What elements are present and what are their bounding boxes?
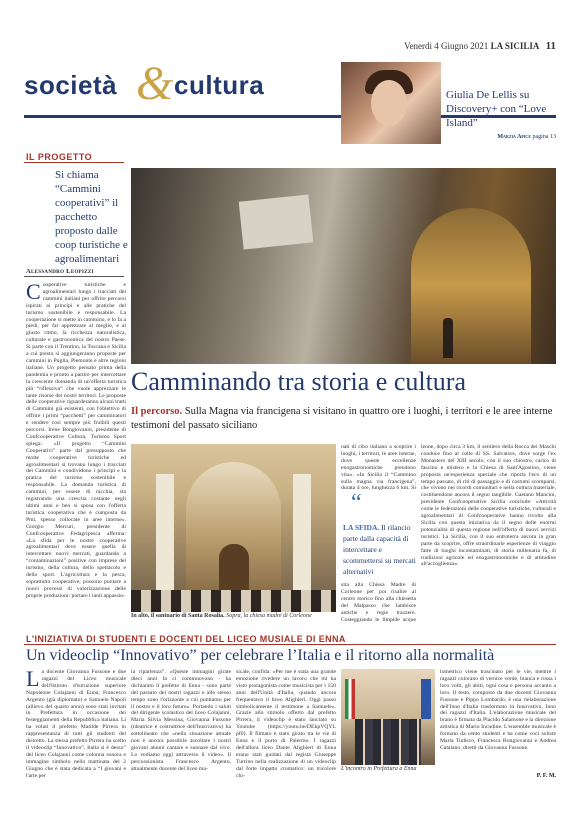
photo-column-left <box>156 474 174 594</box>
teaser-credit-name: Marzia Apice <box>497 134 531 140</box>
bottom-rule <box>24 644 556 645</box>
page-number: 11 <box>545 40 556 52</box>
sidebar-label-rule <box>24 162 124 163</box>
church-caption-bold: In alto, il santuario di Santa Rosalia. <box>131 613 225 619</box>
pull-quote-lead: LA SFIDA. <box>343 523 380 532</box>
bottom-headline: Un videoclip “Innovativo” per celebrare l’Italia e il ritorno alla normalità <box>26 647 495 664</box>
pull-quote-text: Il rilancio parte dalla capacità di intercettare e scommettersi su mercati alternativi <box>343 523 416 576</box>
photo-checkered-floor <box>131 590 336 612</box>
prefettura-caption: L'incontro in Prefettura a Enna <box>341 766 417 772</box>
photo-altar-shape <box>219 544 249 594</box>
bottom-col-2: la ripartenza”. «Queste immagini girate dieci anni fa ci commuovono - ha dichiarato il prefetto di Enna - sono parte del passato dei nostri ragazzi e allo stesso tempo sono l'orizzonte a cui puntiamo per il nostro e il loro futuro». Portando i saluti del dirigente scolastico del liceo Colajanni, Maria Silvia Messina, Giovanna Fussone (ideatrice e costruttrice dell'Innovativo) ha sottolineato che «nella situazione attuale non è ancora possibile ascoltare i nostri giovani alunni cantare e suonare dal vivo. Lo vediamo oggi attraverso il video». Il percussionista Francesco Argento, attualmente docente del liceo mu- <box>131 669 231 772</box>
article-col-b: leone, dopo circa 3 km, il sentiero della Rocca dei Maschi conduce fino al colle di SS. Salvatore, dove sorge l'ex Monastero del XIII secolo, con il suo chiostro, carico di fascino e mistero e la Chiesa di Sant'Agostino, viene proposta un'esperienza speciale che riporta l'eco di un tempo passato, di riti di passaggio e di costumi scomparsi, che vivono nei ricordi comunitari e nella cultura materiale, costituendone ancora il segno tangibile. Gaetano Mancini, presidente Confcooperative Sicilia conclude: «Attività come le federazioni delle cooperative turistiche, culturali e agroalimentari di Confcooperative hanno rivolto alla Sicilia con questa iniziativa da il segno delle enormi potenzialità di questa regione nell'offerta di nuovi servizi turistici. La Sicilia, con il suo entroterra ancora in gran parte da scoprire, offre straordinarie esperienze di viaggio fatte di luoghi incontaminati, di storia millenaria fa, di tradizioni agricole ed enogastronomiche e di attitudine all'accoglienza». <box>421 444 556 568</box>
article-col-a-continued: sita alla Chiesa Madre di Corleone per poi risalire al centro storico fino alla chiesetta del Malpasso che lambisce antiche e regie trazzere. Costeggiando le limpide acque <box>341 582 416 622</box>
sidebar-dropcap: C <box>26 282 41 304</box>
prefettura-photo[interactable] <box>341 669 435 765</box>
church-photo[interactable] <box>131 444 336 612</box>
article-subhead <box>131 405 556 433</box>
church-caption-rest: Sopra, la chiesa madre di Corleone <box>226 613 312 619</box>
masthead-word-societa: società <box>24 70 118 100</box>
masthead-ampersand: & <box>136 57 174 110</box>
article-col-a: nati di cibo italiano a scoprire i luoghi, i territori, le aree interne, dove queste eccellenze enogastronomiche prendono vita». «In Sicilia il “Cammino sulla magna via francigena”, durata 4 ore, lunghezza 6 km. Si <box>341 444 416 490</box>
author-signature: P. F. M. <box>536 773 556 779</box>
photo-altar-arch <box>411 208 531 364</box>
bottom-col-4: lometrico viene trascinato per le vie, mentre i ragazzi colorano di vernice verde, bianca e rossa i loro volti, gli abiti, ogni cosa e persona accanto a loro. Il testo, composto da due docenti Giovanna Fussone e Pippo Lombardo, è una rielaborazione dell'Inno d'Italia trasformato in Innovativo, Inno dei ragazzi d'Italia. L'elaborazione musicale del brano è firmata da Placido Salamone e la direzione artistica di Mario Incudine. L'ensemble musicale è formato da cento studenti e ha come voci soliste Marta Tudisco, Francesca Bongiovanni e Andrea Catalano, diretti da Giovanna Fussone. <box>440 669 556 751</box>
photo-person-figure <box>443 318 453 358</box>
subhead-lead: Il percorso. <box>131 406 183 417</box>
subhead-text: Sulla Magna via francigena si visitano in quattro ore i luoghi, i territori e le aree interne testimoni del passato siciliano <box>131 406 553 431</box>
photo-column-right <box>293 474 311 594</box>
teaser-credit <box>446 134 556 140</box>
church-caption <box>131 613 336 619</box>
page-header <box>24 40 556 54</box>
newspaper-name: LA SICILIA <box>490 41 540 51</box>
bottom-col-3: sicale, confida: «Per me è stata una grande emozione rivedere un lavoro che mi ha visto protagonista come musicista per i 150 anni dell'Unità d'Italia, quando ancora frequentavo il liceo Alighieri. Oggi passo simbolicamente il testimone a Samuele». Grazie allo stimolo offerto dal prefetto Pirrera, il videoclip è stato lanciato su Youtube (https://youtu.be/DEkpVQYL pf0). Il filmato è stato girato tra le vie di Enna e il porto di Palermo. I ragazzi dell'allora liceo Dante Alighieri di Enna erano stati guidati dal regista Giuseppe Turrino nella realizzazione di un videoclip dal forte impatto cromatico: un tricolore chi- <box>236 669 336 779</box>
pull-quote <box>343 522 419 577</box>
sidebar-body-text: ooperative turistiche e agroalimentari lungo i tracciati dei cammini italiani per offrire percorsi ispirati ai principi e alle pratiche del turismo sostenibile e responsabile. La cooperazione si mette in cammino, e lo fa a piedi, per far apprezzare al meglio, e al giusto ritmo, la ricchezza naturalistica, culturale e gastronomica del nostro Paese. Si parte con il Trentino, la Toscana e Sicilia a cui presto si aggiungeranno proposte per cammini in Puglia, Piemonte e altre regioni italiane. Un progetto pensato prima della pandemia e pronto a partire per intercettare la crescente domanda di un'offerta turistica più “riflessiva” che vuole apprezzare le tante risorse dei nostri territori. Le proposte delle cooperative riguarderanno alcuni tratti di Cammini già esistenti, con l'obiettivo di offrire i primi “pacchetti” per camminatori e rendere così sempre più fruibili questi percorsi. Irene Bongiovanni, presidente di Confcooperative Cultura, Turismo Sport spiega: «Il progetto “Cammini Cooperativi” parte dal presupposto che molte cooperative turistiche ed agroalimentari si trovano lungo i tracciati dei Cammini e condividono i principi e la pratica del turismo sostenibile e responsabile. La domanda turistica di cammini, per essere di nicchia, sta registrando una crescita costante negli ultimi anni e ben si sposa con l'offerta turistica cooperativa che è composta da Pmi, spesso collocate in aree interne». Giorgio Mercuri, presidente di Confcooperative Fedagripesca afferma: «La sfida per le nostre cooperative agroalimentari deve essere quella di intercettare nuovi mercati, guardando a “contaminazioni” positive con imprese del turismo, della cultura, dello spettacolo e dello sport. L'agricoltura e la pesca, soprattutto cooperative, possono puntare a nuovi processi di valorizzazione delle proprie produzioni: portare i tanti appassio- <box>26 282 126 599</box>
bottom-dropcap: L <box>26 669 40 691</box>
bottom-col-1 <box>26 669 126 779</box>
sidebar-label: IL PROGETTO <box>26 152 93 162</box>
eu-flag-shape <box>421 679 431 719</box>
teaser-face-shape <box>371 80 407 126</box>
bottom-col-1-text: a docente Giovanna Fussone e due ragazzi del Liceo musicale dell'Istituto d'istruzione superiore Napoleone Colajanni di Enna, Francesco Argento (già diplomato) e Samuele Napoli (allievo del quarto anno) sono stati invitati in Prefettura in occasione dei festeggiamenti della Repubblica italiana. Li ha voluti il prefetto Matilde Pirrera in rappresentanza di tutti gli studenti del distretto. La stessa prefetto Pirrera ha scelto il videoclip “Innovativo”, Italia si è desso” del liceo Colajanni come colonna sonora e immagine simbolo nella mattinata del 2 Giugno che è stata dedicata a “I giovani e l'arte per <box>26 669 126 779</box>
sidebar-body <box>26 282 126 622</box>
masthead-word-cultura: cultura <box>174 70 265 100</box>
quote-icon: “ <box>351 490 362 516</box>
teaser-text[interactable]: Giulia De Lellis su Discovery+ con “Love Island” <box>446 89 547 129</box>
bottom-section-label: L'INIZIATIVA DI STUDENTI E DOCENTI DEL LICEO MUSIALE DI ENNA <box>26 634 346 644</box>
teaser-photo[interactable] <box>341 62 441 144</box>
issue-date: Venerdì 4 Giugno 2021 <box>404 41 489 51</box>
teaser-credit-page: pagina 13 <box>532 134 556 140</box>
sidebar-byline: Alessandro Leopizzi <box>26 268 94 275</box>
byline-rule <box>24 276 124 277</box>
section-masthead <box>24 58 329 110</box>
italian-flag-shape <box>345 679 355 719</box>
article-headline: Camminando tra storia e cultura <box>131 367 467 396</box>
main-photo-santuario[interactable] <box>131 168 556 364</box>
photo-rock-block <box>239 194 314 249</box>
photo-people-group <box>355 719 421 765</box>
sidebar-kicker: Si chiama “Cammini cooperativi” il pacchetto proposto dalle coop turistiche e agroalimentari <box>55 169 128 265</box>
